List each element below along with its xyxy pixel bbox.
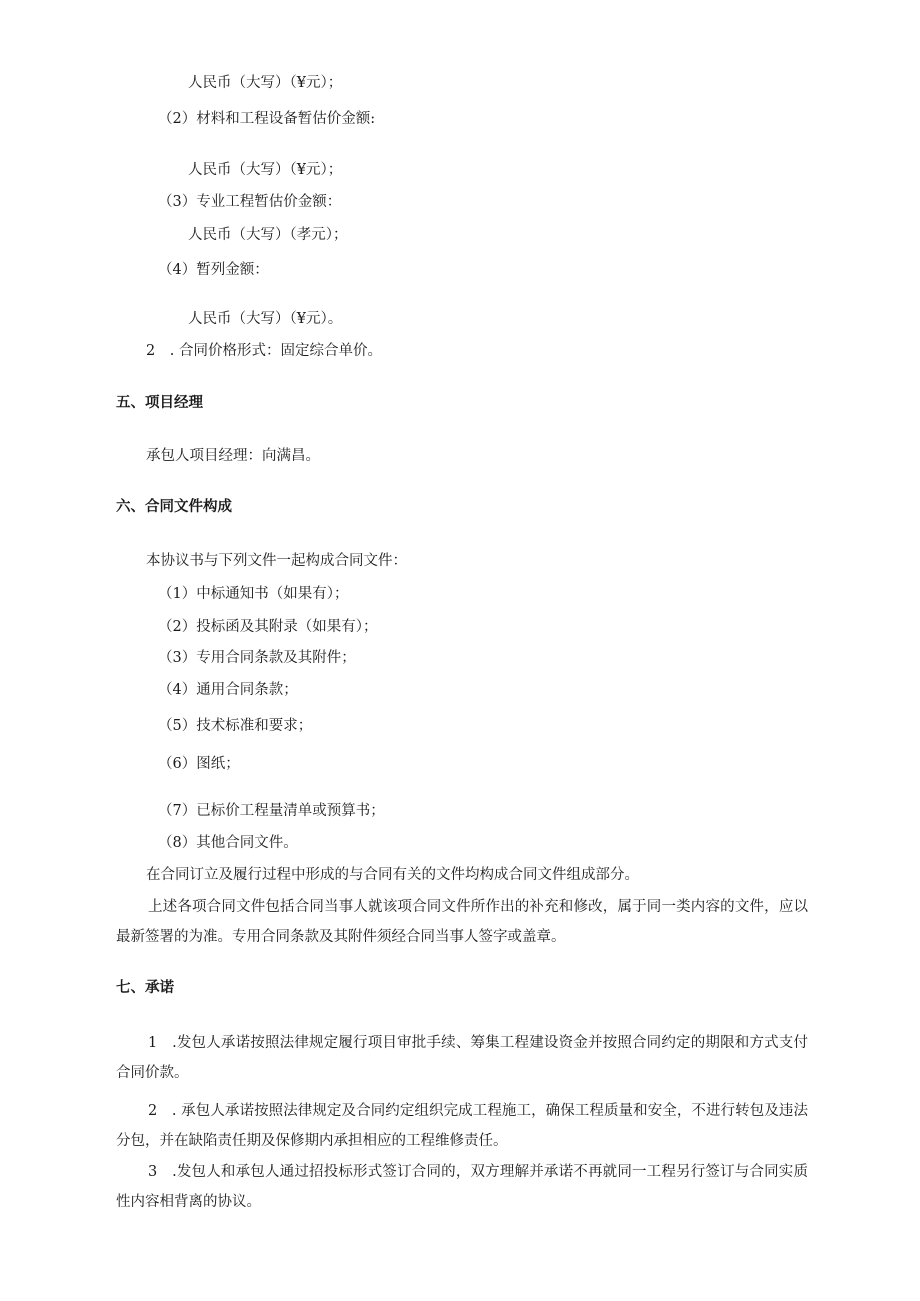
list-item: （4）通用合同条款； xyxy=(158,682,298,698)
project-manager-line: 承包人项目经理：向满昌。 xyxy=(146,448,320,464)
section-heading-project-manager: 五、项目经理 xyxy=(116,395,203,411)
rmb-line-3: 人民币（大写）（孝元）； xyxy=(188,227,348,243)
list-item: （7）已标价工程量清单或预算书； xyxy=(158,803,385,819)
commitment-paragraph-2: 2 . 承包人承诺按照法律规定及合同约定组织完成工程施工，确保工程质量和安全，不进行转包及违法分包，并在缺陷责任期及保修期内承担相应的工程维修责任。 xyxy=(116,1103,808,1149)
contract-docs-note-2: 上述各项合同文件包括合同当事人就该项合同文件所作出的补充和修改，属于同一类内容的文件，应以最新签署的为准。专用合同条款及其附件须经合同当事人签字或盖章。 xyxy=(116,899,808,945)
rmb-line-4: 人民币（大写）（¥元）。 xyxy=(188,311,343,327)
list-item: （1）中标通知书（如果有）； xyxy=(158,586,349,602)
commitment-paragraph-3: 3 .发包人和承包人通过招投标形式签订合同的，双方理解并承诺不再就同一工程另行签订与合同实质性内容相背离的协议。 xyxy=(116,1164,808,1210)
list-item: （8）其他合同文件。 xyxy=(158,835,298,851)
rmb-line-2: 人民币（大写）（¥元）； xyxy=(188,162,343,178)
section-heading-contract-documents: 六、合同文件构成 xyxy=(116,499,232,515)
item-materials-estimate: （2）材料和工程设备暂估价金额: xyxy=(158,111,376,127)
item-provisional-sum: （4）暂列金额： xyxy=(158,262,269,278)
contract-docs-note-1: 在合同订立及履行过程中形成的与合同有关的文件均构成合同文件组成部分。 xyxy=(146,867,639,883)
contract-price-form: 2 . 合同价格形式：固定综合单价。 xyxy=(146,343,382,359)
rmb-line-1: 人民币（大写）（¥元）； xyxy=(188,75,343,91)
section-heading-commitments: 七、承诺 xyxy=(116,980,174,996)
list-item: （2）投标函及其附录（如果有）； xyxy=(158,619,378,635)
item-specialty-estimate: （3）专业工程暂估价金额： xyxy=(158,194,342,210)
list-item: （3）专用合同条款及其附件； xyxy=(158,650,356,666)
contract-docs-intro: 本协议书与下列文件一起构成合同文件： xyxy=(146,553,407,569)
list-item: （5）技术标准和要求； xyxy=(158,718,313,734)
list-item: （6）图纸； xyxy=(158,756,240,772)
commitment-paragraph-1: 1 .发包人承诺按照法律规定履行项目审批手续、筹集工程建设资金并按照合同约定的期限和方式支付合同价款。 xyxy=(116,1035,808,1081)
